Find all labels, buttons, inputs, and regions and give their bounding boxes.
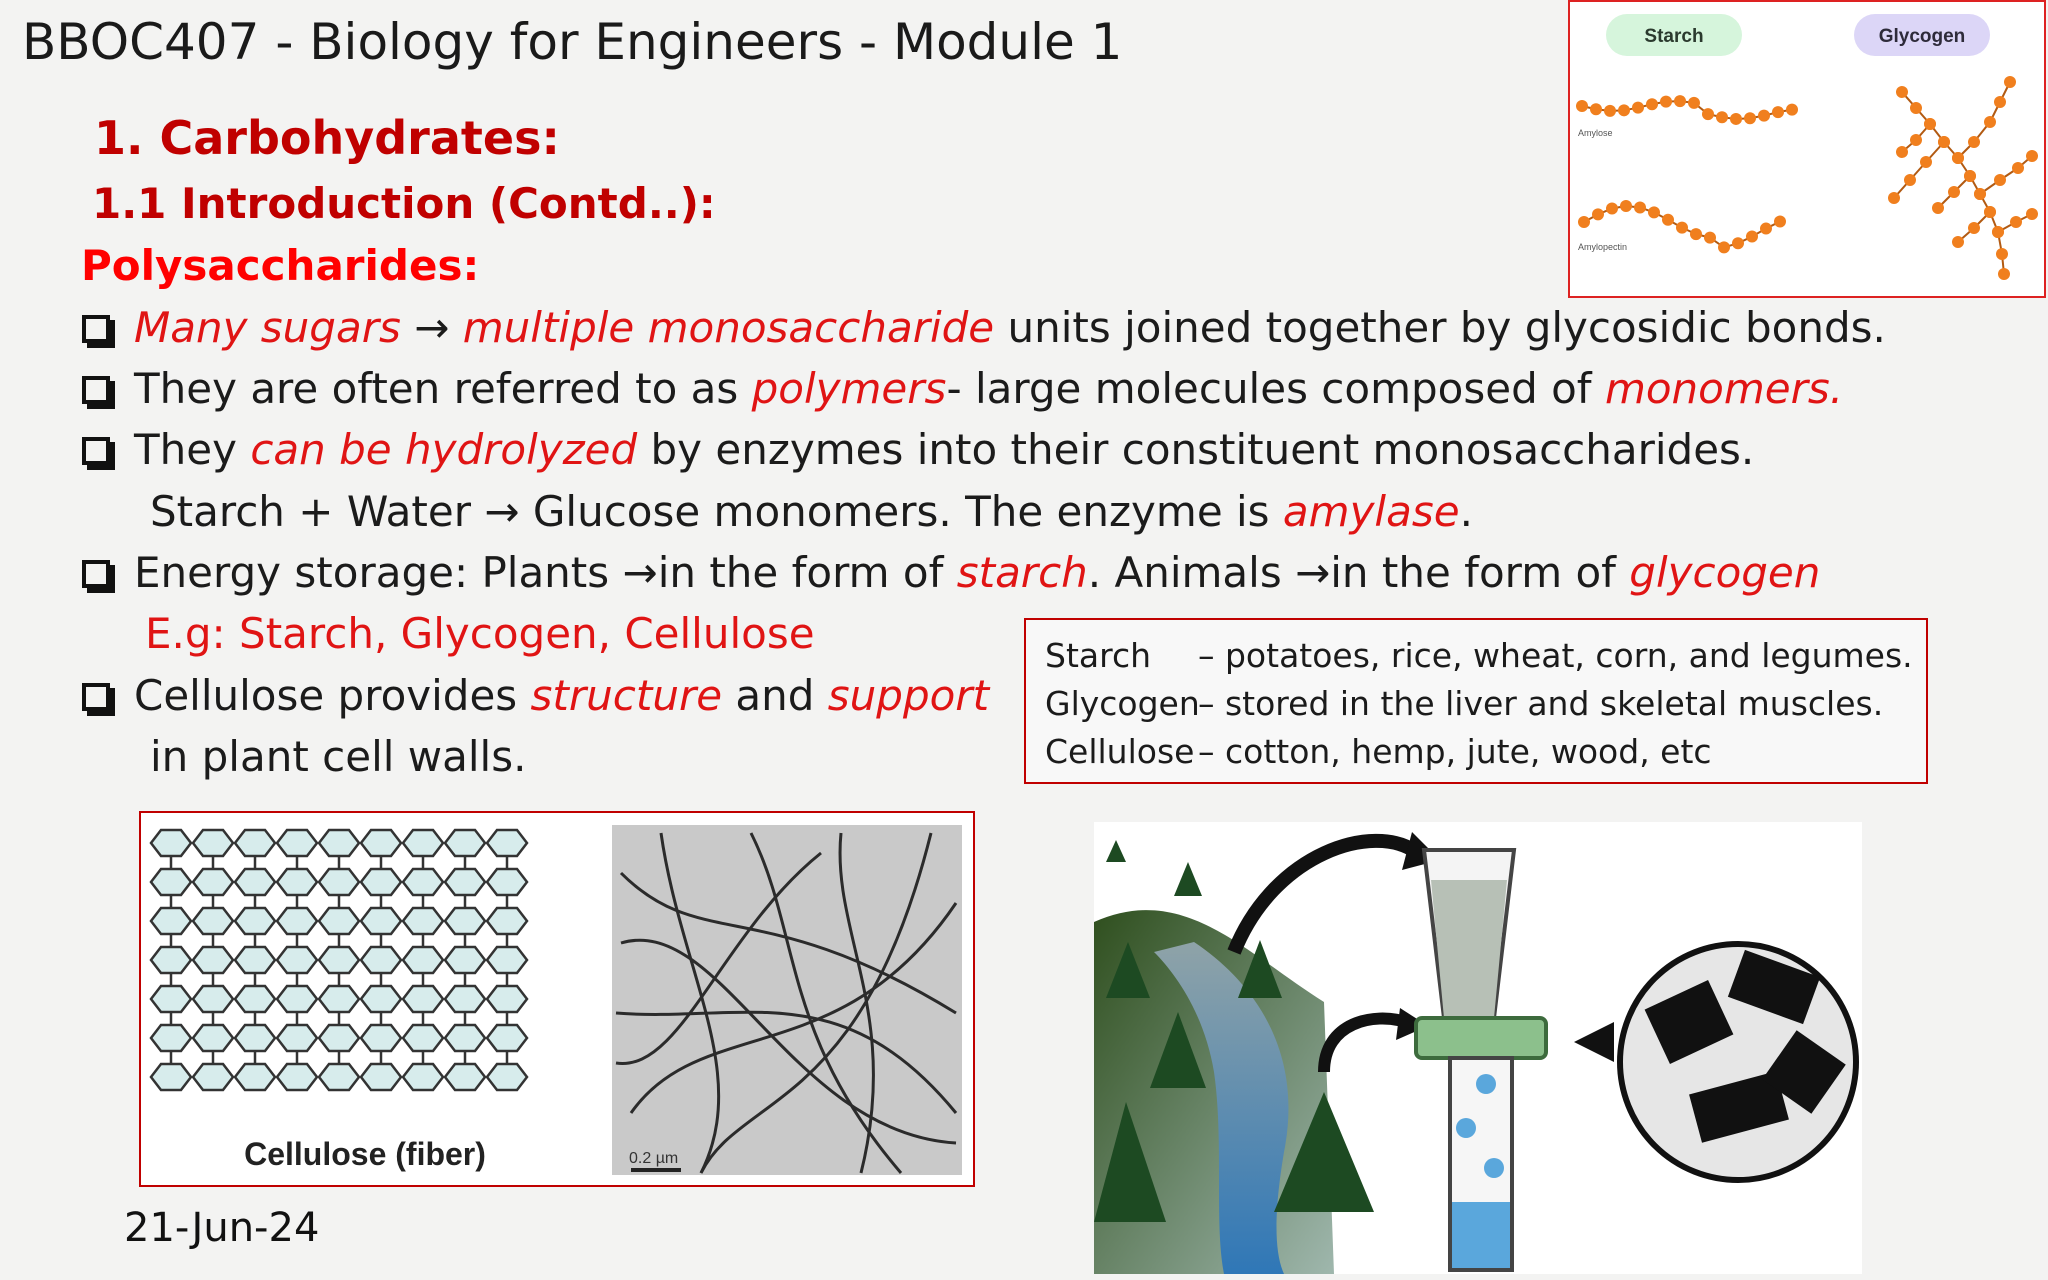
glucose-ring [235, 830, 275, 856]
glucose-ring [403, 947, 443, 973]
glucose-ring [361, 1064, 401, 1090]
source-text: – stored in the liver and skeletal muscles. [1198, 684, 1884, 723]
emphasis-text: support [827, 671, 990, 720]
emphasis-text: structure [530, 671, 723, 720]
glucose-ring [487, 1064, 527, 1090]
glucose-ring [235, 908, 275, 934]
forest-filtration-svg [1094, 822, 1862, 1274]
glucose-ring [403, 830, 443, 856]
glucose-ring [151, 986, 191, 1012]
glucose-bead [1718, 241, 1730, 253]
glucose-ring [277, 986, 317, 1012]
starch-glycogen-figure [1568, 0, 2046, 298]
emphasis-text: starch [956, 548, 1088, 597]
emphasis-text: Many sugars [134, 303, 401, 352]
emphasis-text: multiple monosaccharide [462, 303, 995, 352]
bullet-amylase-line [150, 484, 1473, 540]
glucose-ring [445, 1064, 485, 1090]
glucose-bead [1620, 200, 1632, 212]
glucose-bead [1968, 222, 1980, 234]
forest-filtration-illustration [1094, 822, 1862, 1274]
glucose-ring [487, 830, 527, 856]
glucose-ring [277, 908, 317, 934]
emphasis-text: glycogen [1629, 548, 1821, 597]
funnel-water [1431, 880, 1507, 1018]
bullet-text: They [134, 425, 251, 474]
checkbox-bullet-icon [82, 683, 110, 711]
checkbox-bullet-icon [82, 315, 110, 343]
glucose-bead [1716, 111, 1728, 123]
pointer-arrow-icon [1574, 1022, 1614, 1062]
glucose-bead [1910, 134, 1922, 146]
glucose-ring [319, 1025, 359, 1051]
glucose-ring [193, 908, 233, 934]
glucose-ring [151, 947, 191, 973]
glucose-bead [1974, 188, 1986, 200]
glucose-bead [1744, 112, 1756, 124]
glucose-bead [1774, 215, 1786, 227]
glucose-bead [2026, 208, 2038, 220]
subsection-heading: 1.1 Introduction (Contd..): [92, 179, 716, 228]
glucose-bead [1646, 98, 1658, 110]
bullet-text: units joined together by glycosidic bonds. [994, 303, 1886, 352]
glucose-bead [1984, 206, 1996, 218]
source-label: Cellulose [1045, 732, 1195, 771]
glucose-ring [277, 947, 317, 973]
glucose-bead [2012, 162, 2024, 174]
source-row-glycogen [1045, 680, 1926, 728]
checkbox-bullet-icon [82, 437, 110, 465]
emphasis-text: amylase [1282, 487, 1460, 536]
glucose-bead [1746, 230, 1758, 242]
glucose-ring [235, 869, 275, 895]
bullet-text: . [1459, 487, 1473, 536]
glucose-ring [193, 869, 233, 895]
glucose-bead [1732, 237, 1744, 249]
bullet-text: and [722, 671, 828, 720]
section-heading: 1. Carbohydrates: [94, 111, 560, 165]
glucose-ring [319, 908, 359, 934]
examples-line: E.g: Starch, Glycogen, Cellulose [145, 609, 815, 658]
glucose-ring [151, 1064, 191, 1090]
glucose-bead [1760, 223, 1772, 235]
glucose-bead [1704, 232, 1716, 244]
glucose-ring [445, 947, 485, 973]
bullet-text: . Animals →in the form of [1087, 548, 1630, 597]
glucose-bead [1634, 201, 1646, 213]
glucose-bead [1648, 206, 1660, 218]
glucose-ring [361, 908, 401, 934]
emphasis-text: polymers [751, 364, 947, 413]
glucose-bead [1786, 104, 1798, 116]
glucose-bead [1888, 192, 1900, 204]
source-row-starch [1045, 632, 1926, 680]
cellulose-hexagon-lattice [151, 830, 527, 1090]
glucose-bead [1676, 222, 1688, 234]
glucose-bead [1896, 146, 1908, 158]
glucose-ring [487, 947, 527, 973]
glucose-ring [193, 947, 233, 973]
glucose-bead [1948, 186, 1960, 198]
glucose-bead [1996, 248, 2008, 260]
bullet-text: - large molecules composed of [946, 364, 1605, 413]
glucose-ring [445, 830, 485, 856]
glucose-ring [151, 830, 191, 856]
glucose-bead [1992, 226, 2004, 238]
glucose-ring [193, 830, 233, 856]
glucose-bead [1618, 104, 1630, 116]
glycogen-tag-label: Glycogen [1878, 26, 1966, 47]
glucose-bead [1994, 174, 2006, 186]
glucose-ring [151, 869, 191, 895]
source-row-cellulose [1045, 728, 1926, 776]
glucose-ring [151, 1025, 191, 1051]
amylopectin-label: Amylopectin [1578, 242, 1628, 252]
glucose-ring [445, 908, 485, 934]
glucose-ring [487, 986, 527, 1012]
glucose-bead [1896, 86, 1908, 98]
checkbox-bullet-icon [82, 560, 110, 588]
source-text: – potatoes, rice, wheat, corn, and legumes. [1198, 636, 1913, 675]
glucose-ring [361, 1025, 401, 1051]
source-text: – cotton, hemp, jute, wood, etc [1198, 732, 1712, 771]
glucose-ring [445, 869, 485, 895]
glucose-ring [319, 986, 359, 1012]
glucose-ring [403, 986, 443, 1012]
glucose-bead [1604, 105, 1616, 117]
glucose-bead [1964, 170, 1976, 182]
glucose-bead [1984, 116, 1996, 128]
slide-date: 21-Jun-24 [124, 1205, 320, 1251]
glucose-ring [235, 1064, 275, 1090]
glucose-ring [319, 947, 359, 973]
glucose-bead [1662, 214, 1674, 226]
glucose-bead-chains [1576, 76, 2038, 280]
bullet-text: Starch + Water → Glucose monomers. The enzyme is [150, 487, 1283, 536]
glucose-ring [235, 986, 275, 1012]
right-arrow-icon: → [400, 303, 463, 352]
glucose-ring [235, 1025, 275, 1051]
glucose-bead [1924, 118, 1936, 130]
glucose-ring [277, 869, 317, 895]
glucose-ring [361, 869, 401, 895]
glucose-ring [319, 869, 359, 895]
glucose-ring [361, 830, 401, 856]
glucose-bead [1592, 208, 1604, 220]
glucose-bead [1910, 102, 1922, 114]
glucose-bead [1690, 228, 1702, 240]
glucose-bead [1674, 95, 1686, 107]
glucose-ring [361, 986, 401, 1012]
glucose-bead [2010, 216, 2022, 228]
checkbox-bullet-icon [82, 376, 110, 404]
cellulose-micrograph [612, 825, 962, 1175]
cellulose-figure [139, 811, 975, 1187]
glucose-ring [403, 908, 443, 934]
glucose-ring [445, 986, 485, 1012]
glucose-bead [1688, 97, 1700, 109]
cellulose-illustration [141, 813, 973, 1185]
scale-bar-label: 0.2 µm [629, 1150, 679, 1167]
glucose-ring [235, 947, 275, 973]
glucose-bead [2004, 76, 2016, 88]
glucose-bead [1606, 203, 1618, 215]
starch-glycogen-illustration [1570, 2, 2044, 296]
curved-arrow-icon [1234, 841, 1416, 952]
glucose-bead [1952, 152, 1964, 164]
glucose-ring [319, 830, 359, 856]
polysaccharide-sources-box [1024, 618, 1928, 784]
glucose-bead [1660, 96, 1672, 108]
glucose-bead [1730, 113, 1742, 125]
glucose-bead [1758, 110, 1770, 122]
cellulose-caption: Cellulose (fiber) [244, 1136, 486, 1172]
glucose-bead [1952, 236, 1964, 248]
glucose-ring [403, 1025, 443, 1051]
bullet-cell-walls-line: in plant cell walls. [150, 732, 527, 781]
emphasis-text: can be hydrolyzed [250, 425, 638, 474]
starch-tag-label: Starch [1644, 26, 1704, 47]
glucose-ring [487, 908, 527, 934]
glucose-ring [151, 908, 191, 934]
source-label: Starch [1045, 636, 1152, 675]
emphasis-text: monomers. [1604, 364, 1844, 413]
filter-membrane [1416, 1018, 1546, 1058]
glucose-ring [193, 1025, 233, 1051]
topic-heading: Polysaccharides: [81, 241, 480, 290]
glucose-ring [319, 1064, 359, 1090]
glucose-ring [445, 1025, 485, 1051]
filtrate [1452, 1202, 1510, 1268]
glucose-bead [1702, 108, 1714, 120]
source-label: Glycogen [1045, 684, 1200, 723]
slide-title: BBOC407 - Biology for Engineers - Module 1 [22, 13, 1123, 71]
glucose-ring [487, 869, 527, 895]
glucose-bead [2026, 150, 2038, 162]
glucose-bead [1576, 100, 1588, 112]
bullet-many-sugars [82, 300, 1886, 356]
bullet-energy-storage [82, 545, 1820, 601]
bullet-text: They are often referred to as [134, 364, 752, 413]
glucose-ring [277, 1025, 317, 1051]
glucose-bead [1932, 202, 1944, 214]
glucose-bead [1578, 216, 1590, 228]
bullet-polymers [82, 361, 1843, 417]
amylose-label: Amylose [1578, 128, 1613, 138]
glucose-ring [403, 1064, 443, 1090]
glucose-bead [1920, 156, 1932, 168]
glucose-bead [1904, 174, 1916, 186]
glucose-ring [361, 947, 401, 973]
curved-arrow-icon [1324, 1019, 1406, 1072]
bullet-cellulose-structure [82, 668, 989, 724]
glucose-bead [1632, 102, 1644, 114]
glucose-bead [1938, 136, 1950, 148]
glucose-bead [1590, 103, 1602, 115]
bullet-text: Energy storage: Plants →in the form of [134, 548, 957, 597]
glucose-ring [277, 1064, 317, 1090]
glucose-bead [1994, 96, 2006, 108]
bullet-hydrolyzed [82, 422, 1754, 478]
glucose-bead [1968, 136, 1980, 148]
glucose-bead [1772, 106, 1784, 118]
glucose-ring [403, 869, 443, 895]
glucose-ring [193, 986, 233, 1012]
glucose-bead [1998, 268, 2010, 280]
bullet-text: Cellulose provides [134, 671, 531, 720]
glucose-ring [277, 830, 317, 856]
bullet-text: by enzymes into their constituent monosaccharides. [637, 425, 1755, 474]
glucose-ring [193, 1064, 233, 1090]
glucose-ring [487, 1025, 527, 1051]
